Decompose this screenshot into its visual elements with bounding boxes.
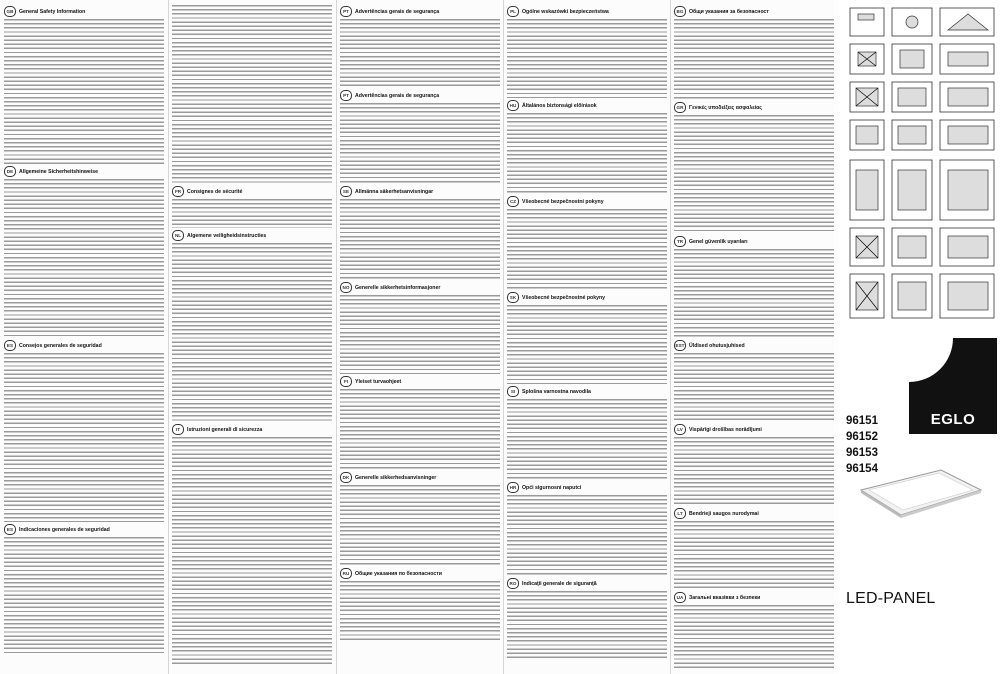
section-title: Opći sigurnosni naputci [522, 484, 582, 491]
clip-icon [856, 170, 878, 210]
led-panel-illustration [851, 460, 991, 530]
body-text-block [172, 436, 332, 666]
section-header [4, 340, 164, 351]
section-title: Generelle sikkerhetsinformasjoner [355, 284, 441, 291]
section-title: Загальні вказівки з безпеки [689, 594, 761, 601]
section-title: Všeobecné bezpečnostní pokyny [522, 198, 604, 205]
section-header [674, 340, 834, 351]
body-text-block [172, 198, 332, 228]
body-text-block [674, 18, 834, 100]
panel-icon [898, 88, 926, 106]
section-header [507, 100, 667, 111]
language-code: ES [4, 524, 16, 535]
section-header [340, 376, 500, 387]
language-code: GR [674, 102, 686, 113]
language-code: RU [340, 568, 352, 579]
panel-icon [898, 282, 926, 310]
body-text-block [507, 494, 667, 576]
brand-logo [909, 338, 997, 434]
screw-icon [906, 16, 918, 28]
panel-icon [948, 52, 988, 66]
section-header [340, 282, 500, 293]
language-code: UA [674, 592, 686, 603]
section-title: Yleiset turvaohjeet [355, 378, 402, 385]
section-header [507, 196, 667, 207]
body-text-block [507, 398, 667, 480]
section-header [674, 102, 834, 113]
language-code: DK [340, 472, 352, 483]
body-text-block [507, 304, 667, 384]
language-code: ES [4, 340, 16, 351]
section-title: Indicaciones generales de seguridad [19, 526, 110, 533]
section-header [340, 568, 500, 579]
brand-name: EGLO [930, 411, 976, 428]
section-title: Общи указания за безопасност [689, 8, 769, 15]
section-header [507, 292, 667, 303]
section-header [507, 482, 667, 493]
product-name: LED-PANEL [846, 590, 936, 607]
language-code: SI [507, 386, 519, 397]
fold-line [503, 0, 504, 674]
section-header [674, 424, 834, 435]
logo-shape [909, 338, 953, 382]
language-code: HU [507, 100, 519, 111]
body-text-block [340, 388, 500, 470]
section-title: Consejos generales de seguridad [19, 342, 102, 349]
body-text-block [674, 604, 834, 670]
language-code: SE [340, 186, 352, 197]
installation-diagrams [838, 0, 1000, 340]
body-text-block [340, 198, 500, 280]
section-header [507, 386, 667, 397]
body-text-block [340, 18, 500, 88]
language-code: PT [340, 6, 352, 17]
body-text-block [507, 18, 667, 98]
panel-icon [948, 126, 988, 144]
driver-box-icon [858, 14, 874, 20]
language-code: TR [674, 236, 686, 247]
section-title: Istruzioni generali di sicurezza [187, 426, 263, 433]
section-title: Bendrieji saugos nurodymai [689, 510, 759, 517]
section-title: Γενικές υποδείξεις ασφαλείας [689, 104, 763, 111]
text-column-4 [507, 4, 667, 670]
section-title: General Safety Information [19, 8, 86, 15]
clip-icon [898, 170, 926, 210]
section-title: Genel güvenlik uyarıları [689, 238, 748, 245]
section-title: Üldised ohutusjuhised [689, 342, 745, 349]
section-title: Consignes de sécurité [187, 188, 243, 195]
section-header [172, 424, 332, 435]
language-code: FI [340, 376, 352, 387]
body-text-block [507, 112, 667, 194]
language-code: NO [340, 282, 352, 293]
body-text-block [4, 352, 164, 522]
section-header [340, 186, 500, 197]
panel-icon [948, 88, 988, 106]
section-title: Algemene veiligheidsinstructies [187, 232, 267, 239]
section-header [674, 6, 834, 17]
body-text-block [340, 580, 500, 640]
section-header [507, 578, 667, 589]
body-text-block [340, 102, 500, 184]
body-text-block [340, 484, 500, 566]
clip-icon [948, 170, 988, 210]
panel-icon [898, 236, 926, 258]
section-header [674, 592, 834, 603]
body-text-block [674, 352, 834, 422]
section-title: Indicaţii generale de siguranţă [522, 580, 597, 587]
section-title: Splošna varnostna navodila [522, 388, 591, 395]
section-title: Общие указания по безопасности [355, 570, 442, 577]
section-title: Generelle sikkerhedsanvisninger [355, 474, 437, 481]
language-code: DE [4, 166, 16, 177]
section-title: Ogólne wskazówki bezpieczeństwa [522, 8, 609, 15]
language-code: PL [507, 6, 519, 17]
body-text-block [674, 248, 834, 338]
body-text-block [507, 208, 667, 290]
body-text-block [172, 242, 332, 422]
model-number: 96151 [846, 415, 878, 427]
body-text-block [340, 294, 500, 374]
panel-icon [900, 50, 924, 68]
text-column-3 [340, 4, 500, 670]
section-title: Általános biztonsági előírások [522, 102, 597, 109]
language-code: RO [507, 578, 519, 589]
language-code: PT [340, 90, 352, 101]
section-header [674, 236, 834, 247]
section-title: Advertências gerais de segurança [355, 8, 440, 15]
section-header [172, 186, 332, 197]
cover-panel [838, 0, 1000, 674]
diagram-frame [850, 8, 884, 36]
fold-line [336, 0, 337, 674]
language-code: LT [674, 508, 686, 519]
section-title: Allgemeine Sicherheitshinweise [19, 168, 98, 175]
section-header [340, 6, 500, 17]
language-code: FR [172, 186, 184, 197]
section-header [4, 166, 164, 177]
language-code: SK [507, 292, 519, 303]
ceiling-mount-icon [948, 14, 988, 30]
section-header [4, 524, 164, 535]
language-code: CZ [507, 196, 519, 207]
section-title: Allmänna säkerhetsanvisningar [355, 188, 434, 195]
panel-icon [948, 282, 988, 310]
section-header [4, 6, 164, 17]
language-code: BG [674, 6, 686, 17]
language-code: GB [4, 6, 16, 17]
section-title: Vispārīgi drošības norādījumi [689, 426, 762, 433]
section-header [340, 90, 500, 101]
language-code: HR [507, 482, 519, 493]
body-text-block [4, 18, 164, 164]
model-number: 96153 [846, 447, 878, 459]
language-code: EST [674, 340, 686, 351]
body-text-block [172, 4, 332, 184]
language-code: IT [172, 424, 184, 435]
model-number: 96152 [846, 431, 878, 443]
text-column-1 [4, 4, 164, 670]
body-text-block [674, 114, 834, 234]
model-number: 96154 [846, 463, 878, 475]
body-text-block [674, 436, 834, 506]
text-column-5 [674, 4, 834, 670]
body-text-block [4, 536, 164, 656]
section-title: Advertências gerais de segurança [355, 92, 440, 99]
section-header [674, 508, 834, 519]
panel-icon [856, 126, 878, 144]
panel-icon [898, 126, 926, 144]
body-text-block [4, 178, 164, 338]
language-code: LV [674, 424, 686, 435]
section-title: Všeobecné bezpečnostné pokyny [522, 294, 606, 301]
section-header [507, 6, 667, 17]
text-column-2 [172, 4, 332, 670]
body-text-block [674, 520, 834, 590]
panel-icon [948, 236, 988, 258]
body-text-block [507, 590, 667, 660]
section-header [172, 230, 332, 241]
fold-line [670, 0, 671, 674]
fold-line [168, 0, 169, 674]
language-code: NL [172, 230, 184, 241]
section-header [340, 472, 500, 483]
